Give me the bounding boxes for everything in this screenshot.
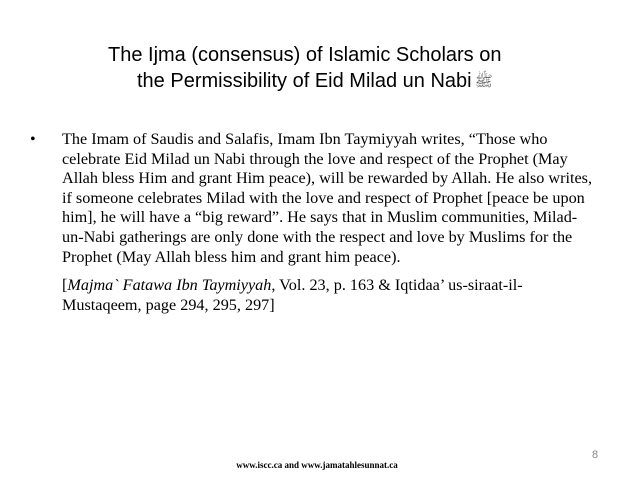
- page-number: 8: [592, 449, 599, 461]
- footer-websites: www.iscc.ca and www.jamatahlesunnat.ca: [236, 460, 398, 470]
- content-body: [30, 130, 600, 315]
- title-line-1: The Ijma (consensus) of Islamic Scholars on: [108, 44, 502, 66]
- salawat-calligraphy-icon: ﷺ: [474, 72, 493, 90]
- reference-open-bracket: [: [62, 276, 68, 295]
- slide-title: [60, 42, 580, 94]
- reference-source-title: Majma` Fatawa Ibn Taymiyyah: [67, 276, 272, 295]
- title-line-2: the Permissibility of Eid Milad un Nabi: [137, 70, 472, 92]
- bullet-item: [30, 130, 600, 267]
- bullet-marker: •: [30, 131, 36, 148]
- footer: [0, 460, 638, 470]
- bullet-text: The Imam of Saudis and Salafis, Imam Ibn Taymiyyah writes, “Those who celebrate Eid Milad un Nabi through the love and respect of the Prophet (May Allah bless Him and grant Him peace), will be rewarded by Allah. He also writes, if someone celebrates Milad with the love and respect of Prophet [peace be upon him], he will have a “big reward”. He says that in Muslim communities, Milad-un-Nabi gatherings are only done with the respect and love by Muslims for the Prophet (May Allah bless him and grant him peace).: [62, 130, 592, 266]
- reference-details: , Vol. 23, p. 163 & Iqtidaa’ us-siraat-il-Mustaqeem, page 294, 295, 297]: [62, 276, 523, 314]
- title-line-2-wrapper: [60, 68, 580, 94]
- reference-citation: [62, 276, 598, 315]
